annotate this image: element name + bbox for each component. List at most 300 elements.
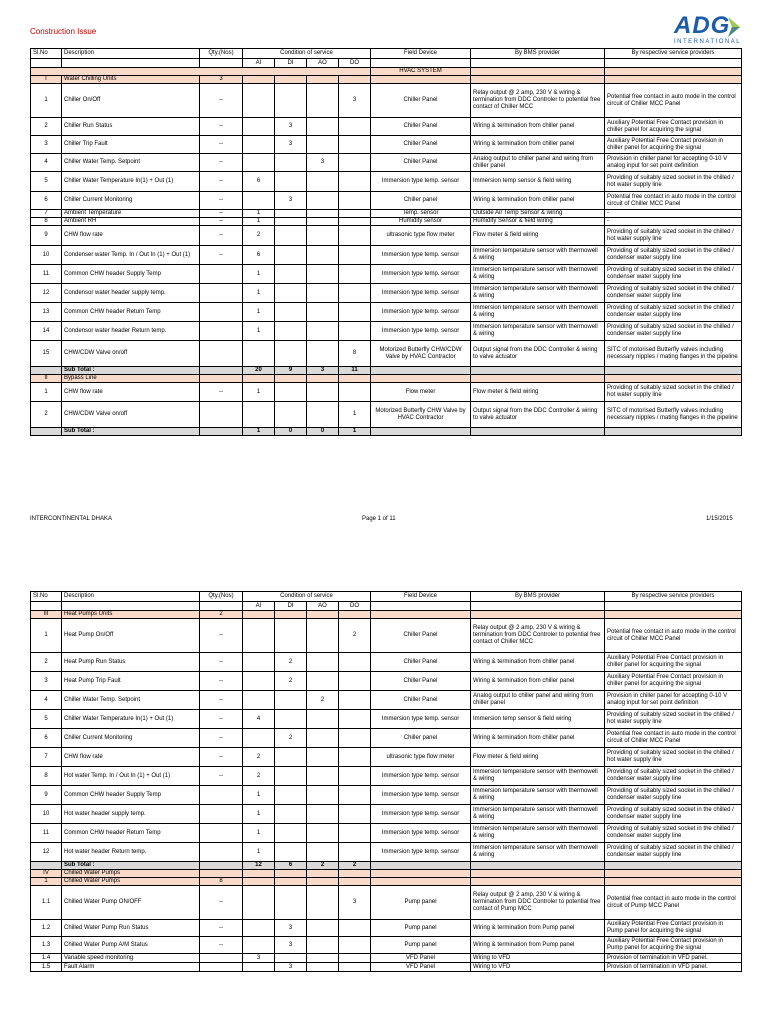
row-do — [339, 710, 371, 729]
section-blank — [605, 76, 742, 84]
row-di — [275, 843, 307, 862]
table-row — [31, 118, 742, 136]
row-di — [275, 172, 307, 192]
row-field-device: Temp. sensor — [371, 210, 471, 218]
section-blank — [243, 870, 275, 878]
row-ai: 1 — [243, 786, 275, 805]
row-description: Chilled Water Pump ON/OFF — [62, 886, 200, 920]
subtotal-blank — [471, 862, 605, 870]
row-number: 4 — [31, 154, 62, 172]
row-field-device: Chiller panel — [371, 192, 471, 210]
section-blank — [471, 878, 605, 886]
row-qty — [200, 265, 243, 284]
section-blank — [307, 870, 339, 878]
row-service-provider: Providing of suitably sized socket in the chilled / hot water supply line — [605, 748, 742, 767]
row-description: Common CHW header Supply Temp — [62, 786, 200, 805]
subtotal-blank — [31, 428, 62, 436]
subtotal-ao: 0 — [307, 428, 339, 436]
row-di — [275, 805, 307, 824]
row-bms-provider: Immersion temperature sensor with thermowell & wiring — [471, 303, 605, 322]
section-title: Water Chilling Units — [62, 76, 200, 84]
section-blank — [339, 375, 371, 383]
section-header-row — [31, 878, 742, 886]
subtotal-di: 0 — [275, 428, 307, 436]
row-ai: 1 — [243, 824, 275, 843]
row-field-device: Pump panel — [371, 886, 471, 920]
row-bms-provider: Wiring & termination from chiller panel — [471, 672, 605, 691]
section-blank — [275, 611, 307, 619]
header-condition: Condition of service — [243, 49, 371, 59]
header-ao: AO — [307, 59, 339, 68]
row-ao — [307, 218, 339, 226]
row-field-device: Immersion type temp. sensor — [371, 805, 471, 824]
row-ai — [243, 963, 275, 972]
row-ao — [307, 748, 339, 767]
row-ao — [307, 805, 339, 824]
row-do — [339, 218, 371, 226]
row-service-provider: - — [605, 218, 742, 226]
row-service-provider: Potential free contact in auto mode in the control circuit of Chiller MCC Panel — [605, 619, 742, 653]
subtotal-do: 11 — [339, 367, 371, 375]
row-service-provider: Auxiliary Potential Free Contact provision in chiller panel for acquiring the signal — [605, 136, 742, 154]
row-description: CHW flow rate — [62, 226, 200, 246]
table-row — [31, 192, 742, 210]
subtotal-blank — [200, 367, 243, 375]
table-row — [31, 805, 742, 824]
row-ai — [243, 672, 275, 691]
row-description: Fault Alarm — [62, 963, 200, 972]
row-di — [275, 691, 307, 710]
row-do — [339, 954, 371, 963]
row-service-provider: Provision of termination in VFD panel. — [605, 954, 742, 963]
row-description: Chilled Water Pump A/M Status — [62, 937, 200, 954]
section-blank — [471, 611, 605, 619]
section-blank — [605, 870, 742, 878]
row-bms-provider: Immersion temperature sensor with thermowell & wiring — [471, 246, 605, 265]
row-service-provider: Providing of suitably sized socket in the chilled / hot water supply line — [605, 383, 742, 402]
row-bms-provider: Immersion temp sensor & field wiring — [471, 172, 605, 192]
row-di — [275, 246, 307, 265]
header-condition: Condition of service — [243, 592, 371, 602]
row-di: 3 — [275, 192, 307, 210]
row-description: Common CHW header Return Temp — [62, 303, 200, 322]
section-blank — [605, 375, 742, 383]
row-ao — [307, 786, 339, 805]
row-field-device: Motorized Butterfly CHW/CDW Valve by HVAC Contractor — [371, 341, 471, 367]
row-ao — [307, 954, 339, 963]
row-qty: -- — [200, 172, 243, 192]
header-blank — [62, 602, 200, 611]
row-di: 3 — [275, 920, 307, 937]
table-row — [31, 284, 742, 303]
row-di: 2 — [275, 729, 307, 748]
table-row — [31, 154, 742, 172]
row-ai: 1 — [243, 805, 275, 824]
row-service-provider: Potential free contact in auto mode in the control circuit of Chiller MCC Panel — [605, 192, 742, 210]
row-service-provider: Providing of suitably sized socket in the chilled / condenser water supply line — [605, 303, 742, 322]
row-ai: 1 — [243, 303, 275, 322]
row-ao: 2 — [307, 691, 339, 710]
row-bms-provider: Wiring to VFD — [471, 954, 605, 963]
row-qty — [200, 303, 243, 322]
table-row — [31, 729, 742, 748]
row-number: 15 — [31, 341, 62, 367]
row-do — [339, 303, 371, 322]
section-blank — [243, 611, 275, 619]
row-bms-provider: Output signal from the DDC Controller & wiring to valve actuator — [471, 341, 605, 367]
header-bms-provider: By BMS provider — [471, 592, 605, 602]
row-qty: -- — [200, 710, 243, 729]
row-do: 3 — [339, 84, 371, 118]
section-blank — [471, 870, 605, 878]
document-status-label: Construction Issue — [30, 27, 97, 36]
table-row — [31, 172, 742, 192]
row-number: 13 — [31, 303, 62, 322]
row-description: Chiller Water Temp. Setpoint — [62, 154, 200, 172]
row-field-device: Immersion type temp. sensor — [371, 710, 471, 729]
row-service-provider: Auxiliary Potential Free Contact provision in chiller panel for acquiring the signal — [605, 118, 742, 136]
row-bms-provider: Relay output @ 2 amp, 230 V & wiring & termination from DDC Controler to potential free contact of Chiller MCC — [471, 619, 605, 653]
row-number: 1 — [31, 619, 62, 653]
section-blank — [371, 878, 471, 886]
table-row — [31, 226, 742, 246]
row-description: Variable speed monitoring — [62, 954, 200, 963]
row-ai: 1 — [243, 843, 275, 862]
row-description: Hot water header Return temp. — [62, 843, 200, 862]
row-ai — [243, 84, 275, 118]
row-description: Chiller Water Temperature In(1) + Out (1) — [62, 172, 200, 192]
row-field-device: Pump panel — [371, 920, 471, 937]
row-description: Heat Pump Run Status — [62, 653, 200, 672]
section-title: Bypass Line — [62, 375, 200, 383]
table-row — [31, 937, 742, 954]
logo-chevron-icon — [724, 15, 744, 39]
row-ai — [243, 920, 275, 937]
subtotal-do: 2 — [339, 862, 371, 870]
row-bms-provider: Immersion temperature sensor with thermowell & wiring — [471, 843, 605, 862]
row-ai: 2 — [243, 748, 275, 767]
subtotal-label: Sub Total : — [62, 428, 200, 436]
row-service-provider: Providing of suitably sized socket in the chilled / hot water supply line — [605, 710, 742, 729]
row-do — [339, 284, 371, 303]
table-row — [31, 748, 742, 767]
row-do: 8 — [339, 341, 371, 367]
row-number: 6 — [31, 192, 62, 210]
row-bms-provider: Immersion temperature sensor with thermowell & wiring — [471, 786, 605, 805]
row-description: Hot water header supply temp. — [62, 805, 200, 824]
row-ao — [307, 322, 339, 341]
section-blank — [243, 375, 275, 383]
row-number: 1.5 — [31, 963, 62, 972]
row-ai: 1 — [243, 265, 275, 284]
subtotal-ao: 2 — [307, 862, 339, 870]
table-row — [31, 691, 742, 710]
row-ai — [243, 154, 275, 172]
section-qty: 3 — [200, 76, 243, 84]
row-do — [339, 767, 371, 786]
row-ai — [243, 691, 275, 710]
row-number: 1.4 — [31, 954, 62, 963]
section-blank — [371, 375, 471, 383]
row-field-device: Immersion type temp. sensor — [371, 284, 471, 303]
row-do — [339, 210, 371, 218]
row-description: Chiller On/Off — [62, 84, 200, 118]
row-di: 2 — [275, 653, 307, 672]
header-blank — [200, 59, 243, 68]
subtotal-label: Sub Total : — [62, 367, 200, 375]
header-blank — [31, 602, 62, 611]
row-bms-provider: Immersion temperature sensor with thermowell & wiring — [471, 767, 605, 786]
row-bms-provider: Immersion temp sensor & field wiring — [471, 710, 605, 729]
row-ao — [307, 710, 339, 729]
header-service-providers: By respective service providers — [605, 592, 742, 602]
row-ai — [243, 729, 275, 748]
row-ai: 1 — [243, 284, 275, 303]
row-ao — [307, 118, 339, 136]
row-di — [275, 84, 307, 118]
subtotal-blank — [605, 428, 742, 436]
section-blank — [307, 611, 339, 619]
section-blank — [275, 375, 307, 383]
row-do — [339, 729, 371, 748]
subtotal-blank — [31, 862, 62, 870]
row-field-device: Immersion type temp. sensor — [371, 786, 471, 805]
table-row — [31, 824, 742, 843]
table-row — [31, 920, 742, 937]
section-number: III — [31, 611, 62, 619]
row-ai: 1 — [243, 210, 275, 218]
row-ao — [307, 937, 339, 954]
table-row — [31, 341, 742, 367]
header-do: DO — [339, 602, 371, 611]
row-do — [339, 824, 371, 843]
row-ai — [243, 619, 275, 653]
row-field-device: ultrasonic type flow meter — [371, 226, 471, 246]
table-row — [31, 963, 742, 972]
section-title: Chilled Water Pumps — [62, 878, 200, 886]
header-blank — [371, 602, 471, 611]
row-field-device: VFD Panel — [371, 963, 471, 972]
row-di: 3 — [275, 118, 307, 136]
row-field-device: Chiller Panel — [371, 84, 471, 118]
row-qty: -- — [200, 192, 243, 210]
section-qty: 2 — [200, 611, 243, 619]
row-description: Condensor water header supply temp. — [62, 284, 200, 303]
table-row — [31, 954, 742, 963]
row-ai: 4 — [243, 710, 275, 729]
row-ai — [243, 192, 275, 210]
header-blank — [605, 59, 742, 68]
row-description: CHW flow rate — [62, 748, 200, 767]
subtotal-blank — [371, 367, 471, 375]
row-bms-provider: Wiring & termination from chiller panel — [471, 192, 605, 210]
table-row — [31, 672, 742, 691]
row-qty: -- — [200, 920, 243, 937]
row-description: Common CHW header Return Temp — [62, 824, 200, 843]
subtotal-ai: 1 — [243, 428, 275, 436]
row-di — [275, 748, 307, 767]
row-ao — [307, 284, 339, 303]
row-service-provider: Providing of suitably sized socket in the chilled / condenser water supply line — [605, 246, 742, 265]
subtotal-blank — [31, 367, 62, 375]
table-row — [31, 383, 742, 402]
row-qty: -- — [200, 154, 243, 172]
footer-page-number: Page 1 of 11 — [362, 516, 396, 522]
system-title: HVAC SYSTEM — [371, 68, 471, 76]
row-number: 5 — [31, 710, 62, 729]
system-blank — [471, 68, 605, 76]
row-bms-provider: Relay output @ 2 amp, 230 V & wiring & termination from DDC Controler to potential free contact of Chiller MCC — [471, 84, 605, 118]
row-description: Ambient RH — [62, 218, 200, 226]
section-blank — [371, 870, 471, 878]
row-number: 3 — [31, 672, 62, 691]
row-qty — [200, 786, 243, 805]
header-blank — [62, 59, 200, 68]
row-number: 8 — [31, 218, 62, 226]
row-di: 3 — [275, 963, 307, 972]
row-bms-provider: Immersion temperature sensor with thermowell & wiring — [471, 284, 605, 303]
subtotal-blank — [371, 862, 471, 870]
row-di — [275, 154, 307, 172]
row-field-device: ultrasonic type flow meter — [371, 748, 471, 767]
row-ao — [307, 767, 339, 786]
row-ao — [307, 672, 339, 691]
table-row — [31, 218, 742, 226]
row-field-device: VFD Panel — [371, 954, 471, 963]
row-qty: -- — [200, 84, 243, 118]
row-ai — [243, 136, 275, 154]
row-ao — [307, 192, 339, 210]
section-qty: 8 — [200, 878, 243, 886]
row-bms-provider: Wiring & termination from chiller panel — [471, 118, 605, 136]
section-blank — [339, 878, 371, 886]
row-ai: 1 — [243, 218, 275, 226]
subtotal-blank — [371, 428, 471, 436]
section-title: Chilled Water Pumps — [62, 870, 200, 878]
row-ao — [307, 619, 339, 653]
header-blank — [471, 59, 605, 68]
row-qty — [200, 824, 243, 843]
row-di — [275, 954, 307, 963]
subtotal-blank — [471, 428, 605, 436]
row-di — [275, 383, 307, 402]
section-number: IV — [31, 870, 62, 878]
row-qty — [200, 954, 243, 963]
row-service-provider: Providing of suitably sized socket in the chilled / condenser water supply line — [605, 284, 742, 303]
header-blank — [605, 602, 742, 611]
row-description: Heat Pump Trip Fault — [62, 672, 200, 691]
section-blank — [605, 611, 742, 619]
row-bms-provider: Relay output @ 2 amp, 230 V & wiring & termination from DDC Controler to potential free contact of Pump MCC — [471, 886, 605, 920]
row-di — [275, 226, 307, 246]
row-service-provider: Potential free contact in auto mode in the control circuit of Pump MCC Panel — [605, 886, 742, 920]
row-field-device: Immersion type temp. sensor — [371, 843, 471, 862]
row-ai: 3 — [243, 954, 275, 963]
row-ai — [243, 402, 275, 428]
subtotal-row — [31, 367, 742, 375]
row-ai: 6 — [243, 246, 275, 265]
row-service-provider: Auxiliary Potential Free Contact provision in chiller panel for acquiring the signal — [605, 672, 742, 691]
row-di: 3 — [275, 136, 307, 154]
header-di: DI — [275, 602, 307, 611]
row-do: 1 — [339, 402, 371, 428]
row-ai — [243, 886, 275, 920]
row-do — [339, 691, 371, 710]
subtotal-ai: 12 — [243, 862, 275, 870]
row-field-device: Chiller Panel — [371, 672, 471, 691]
row-ai — [243, 118, 275, 136]
row-qty: -- — [200, 383, 243, 402]
section-blank — [307, 878, 339, 886]
row-number: 10 — [31, 246, 62, 265]
row-do: 3 — [339, 886, 371, 920]
row-field-device: Immersion type temp. sensor — [371, 246, 471, 265]
header-qty: Qty.(Nos) — [200, 592, 243, 602]
row-ai — [243, 341, 275, 367]
row-field-device: Chiller Panel — [371, 154, 471, 172]
io-schedule-table-page-1 — [30, 48, 742, 436]
header-bms-provider: By BMS provider — [471, 49, 605, 59]
row-service-provider: Providing of suitably sized socket in the chilled / condenser water supply line — [605, 322, 742, 341]
row-description: CHW flow rate — [62, 383, 200, 402]
header-ai: AI — [243, 602, 275, 611]
header-blank — [371, 59, 471, 68]
row-qty: -- — [200, 691, 243, 710]
footer-date: 1/15/2015 — [706, 516, 733, 522]
row-ai: 6 — [243, 172, 275, 192]
row-service-provider: Provision in chiller panel for accepting 0-10 V analog input for set point definition — [605, 154, 742, 172]
system-blank — [31, 68, 371, 76]
row-ao — [307, 963, 339, 972]
section-header-row — [31, 76, 742, 84]
row-service-provider: Providing of suitably sized socket in the chilled / condenser water supply line — [605, 786, 742, 805]
header-description: Description — [62, 49, 200, 59]
row-do — [339, 172, 371, 192]
row-do — [339, 748, 371, 767]
row-bms-provider: Wiring & termination from Pump panel — [471, 920, 605, 937]
section-blank — [243, 878, 275, 886]
table-row — [31, 653, 742, 672]
row-qty: -- — [200, 226, 243, 246]
section-number: II — [31, 375, 62, 383]
row-ao: 3 — [307, 154, 339, 172]
row-number: 4 — [31, 691, 62, 710]
row-description: Chiller Current Monitoring — [62, 729, 200, 748]
row-bms-provider: Immersion temperature sensor with thermowell & wiring — [471, 824, 605, 843]
row-number: 12 — [31, 284, 62, 303]
row-qty: -- — [200, 729, 243, 748]
section-blank — [243, 76, 275, 84]
row-service-provider: Potential free contact in auto mode in the control circuit of Chiller MCC Panel — [605, 84, 742, 118]
row-ao — [307, 729, 339, 748]
header-sno: Sl.No — [31, 49, 62, 59]
row-service-provider: Potential free contact in auto mode in the control circuit of Chiller MCC Panel — [605, 729, 742, 748]
row-description: Chiller Water Temp. Setpoint — [62, 691, 200, 710]
io-schedule-table-page-2 — [30, 591, 742, 972]
row-di — [275, 210, 307, 218]
row-bms-provider: Flow meter & field wiring — [471, 748, 605, 767]
subtotal-blank — [200, 428, 243, 436]
row-do — [339, 154, 371, 172]
row-field-device: Chiller Panel — [371, 118, 471, 136]
subtotal-label: Sub Total : — [62, 862, 200, 870]
row-qty — [200, 322, 243, 341]
logo-word: ADG — [674, 12, 731, 39]
row-field-device: Immersion type temp. sensor — [371, 322, 471, 341]
row-di — [275, 619, 307, 653]
row-do — [339, 672, 371, 691]
row-di: 2 — [275, 672, 307, 691]
